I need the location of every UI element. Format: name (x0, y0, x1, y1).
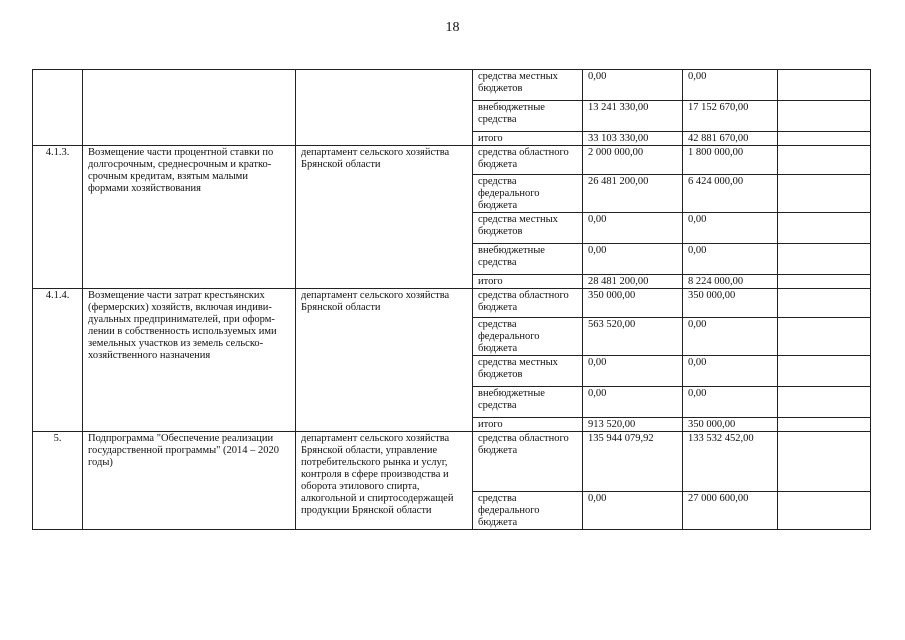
amount-1: 0,00 (583, 213, 683, 244)
amount-1: 0,00 (583, 387, 683, 418)
amount-1: 2 000 000,00 (583, 146, 683, 175)
note-cell (778, 244, 871, 275)
amount-1: 33 103 330,00 (583, 132, 683, 146)
amount-1: 913 520,00 (583, 418, 683, 432)
funding-source: средства областного бюджета (473, 289, 583, 318)
funding-source: итого (473, 275, 583, 289)
amount-1: 26 481 200,00 (583, 175, 683, 213)
funding-source: внебюджетные средства (473, 387, 583, 418)
row-number: 4.1.3. (33, 146, 83, 289)
note-cell (778, 275, 871, 289)
amount-2: 17 152 670,00 (683, 101, 778, 132)
executor: департамент сельского хозяйства Брянской области (296, 146, 473, 289)
amount-1: 0,00 (583, 356, 683, 387)
funding-source: внебюджетные средства (473, 101, 583, 132)
amount-1: 350 000,00 (583, 289, 683, 318)
funding-source: итого (473, 132, 583, 146)
amount-2: 42 881 670,00 (683, 132, 778, 146)
executor: департамент сельского хозяйства Брянской области (296, 289, 473, 432)
note-cell (778, 132, 871, 146)
amount-1: 13 241 330,00 (583, 101, 683, 132)
amount-2: 0,00 (683, 70, 778, 101)
amount-2: 8 224 000,00 (683, 275, 778, 289)
funding-source: средства федерального бюджета (473, 318, 583, 356)
amount-1: 563 520,00 (583, 318, 683, 356)
table-row (33, 432, 871, 492)
note-cell (778, 387, 871, 418)
amount-2: 350 000,00 (683, 418, 778, 432)
note-cell (778, 356, 871, 387)
amount-1: 135 944 079,92 (583, 432, 683, 492)
table-row (33, 289, 871, 318)
funding-source: средства федерального бюджета (473, 492, 583, 530)
amount-2: 0,00 (683, 318, 778, 356)
amount-2: 0,00 (683, 213, 778, 244)
funding-source: внебюджетные средства (473, 244, 583, 275)
note-cell (778, 70, 871, 101)
executor (296, 70, 473, 146)
measure-title: Возмещение части процентной ставки по долгосрочным, среднесрочным и кратко-срочным кредитам, взятым малыми формами хозяйствования (83, 146, 296, 289)
funding-source: средства федерального бюджета (473, 175, 583, 213)
row-number: 5. (33, 432, 83, 530)
note-cell (778, 318, 871, 356)
table-row (33, 70, 871, 101)
amount-2: 27 000 600,00 (683, 492, 778, 530)
note-cell (778, 213, 871, 244)
amount-1: 0,00 (583, 70, 683, 101)
note-cell (778, 432, 871, 492)
note-cell (778, 289, 871, 318)
table-row (33, 146, 871, 175)
funding-source: средства местных бюджетов (473, 213, 583, 244)
row-number: 4.1.4. (33, 289, 83, 432)
amount-2: 0,00 (683, 244, 778, 275)
note-cell (778, 146, 871, 175)
executor: департамент сельского хозяйства Брянской области, управление потребительского рынка и услуг, контроля в сфере производства и оборота этилового спирта, алкогольной и спиртосодержащей продукции Брянской области (296, 432, 473, 530)
note-cell (778, 175, 871, 213)
measure-title (83, 70, 296, 146)
measure-title: Подпрограмма "Обеспечение реализации государственной программы" (2014 – 2020 годы) (83, 432, 296, 530)
note-cell (778, 492, 871, 530)
page-number: 18 (445, 20, 460, 35)
note-cell (778, 418, 871, 432)
funding-source: средства местных бюджетов (473, 356, 583, 387)
note-cell (778, 101, 871, 132)
funding-source: средства областного бюджета (473, 432, 583, 492)
amount-2: 0,00 (683, 356, 778, 387)
amount-2: 0,00 (683, 387, 778, 418)
amount-2: 6 424 000,00 (683, 175, 778, 213)
measure-title: Возмещение части затрат крестьянских (фермерских) хозяйств, включая индиви-дуальных предпринимателей, при оформ-лении в собственность используемых ими земельных участков из земель сельско-хозяйственного назначения (83, 289, 296, 432)
amount-1: 0,00 (583, 492, 683, 530)
amount-2: 133 532 452,00 (683, 432, 778, 492)
amount-2: 1 800 000,00 (683, 146, 778, 175)
row-number (33, 70, 83, 146)
funding-source: средства областного бюджета (473, 146, 583, 175)
amount-2: 350 000,00 (683, 289, 778, 318)
amount-1: 28 481 200,00 (583, 275, 683, 289)
funding-source: средства местных бюджетов (473, 70, 583, 101)
funding-source: итого (473, 418, 583, 432)
budget-table (32, 69, 871, 530)
amount-1: 0,00 (583, 244, 683, 275)
